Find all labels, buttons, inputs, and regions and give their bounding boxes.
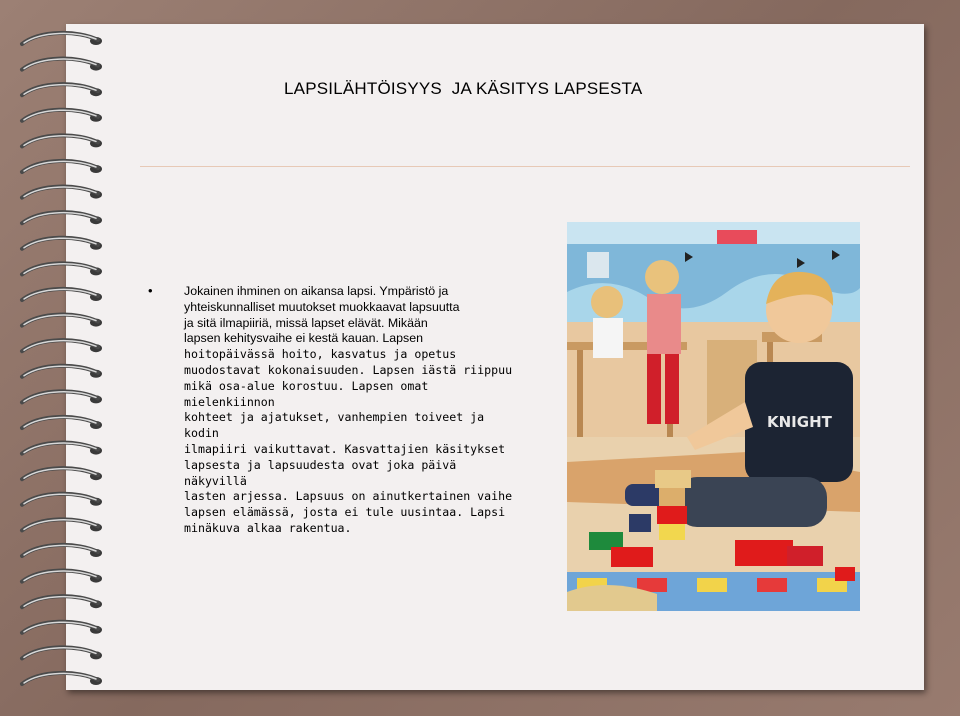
spiral-ring bbox=[22, 263, 102, 275]
spiral-rings bbox=[0, 30, 110, 700]
body-line: lapsesta ja lapsuudesta ovat joka päivä näkyvillä bbox=[184, 457, 457, 488]
spiral-ring bbox=[22, 59, 102, 71]
body-line: kohteet ja ajatukset, vanhempien toiveet ja kodin bbox=[184, 410, 485, 441]
spiral-ring bbox=[22, 391, 102, 403]
title-divider bbox=[140, 166, 910, 167]
body-line: minäkuva alkaa rakentua. bbox=[184, 520, 352, 535]
spiral-ring bbox=[22, 468, 102, 480]
body-line: lapsen elämässä, josta ei tule uusintaa. Lapsi bbox=[184, 505, 506, 520]
spiral-ring bbox=[22, 135, 102, 147]
spiral-ring bbox=[22, 622, 102, 634]
bullet-marker: • bbox=[148, 283, 153, 298]
spiral-ring bbox=[22, 33, 102, 45]
body-line: hoitopäivässä hoito, kasvatus ja opetus bbox=[184, 347, 457, 362]
slide-title: LAPSILÄHTÖISYYS JA KÄSITYS LAPSESTA bbox=[284, 79, 643, 98]
spiral-ring bbox=[22, 366, 102, 378]
spiral-ring bbox=[22, 187, 102, 199]
spiral-ring bbox=[22, 647, 102, 659]
spiral-ring bbox=[22, 443, 102, 455]
body-line: lasten arjessa. Lapsuus on ainutkertainen vaihe bbox=[184, 489, 513, 504]
body-line: Jokainen ihminen on aikansa lapsi. Ympäristö ja bbox=[184, 284, 449, 298]
body-line: ja sitä ilmapiiriä, missä lapset elävät. Mikään bbox=[184, 315, 428, 330]
spiral-ring bbox=[22, 673, 102, 685]
spiral-ring bbox=[22, 289, 102, 301]
spiral-ring bbox=[22, 494, 102, 506]
spiral-ring bbox=[22, 545, 102, 557]
body-line: muodostavat kokonaisuuden. Lapsen iästä riippuu bbox=[184, 362, 513, 377]
spiral-ring bbox=[22, 571, 102, 583]
body-line: mikä osa-alue korostuu. Lapsen omat mielenkiinnon bbox=[184, 378, 429, 409]
spiral-ring bbox=[22, 84, 102, 96]
spiral-ring bbox=[22, 417, 102, 429]
spiral-ring bbox=[22, 110, 102, 122]
spiral-ring bbox=[22, 340, 102, 352]
spiral-ring bbox=[22, 161, 102, 173]
body-paragraph bbox=[184, 284, 524, 537]
spiral-ring bbox=[22, 212, 102, 224]
body-line: yhteiskunnalliset muutokset muokkaavat lapsuutta bbox=[184, 299, 460, 314]
body-line: ilmapiiri vaikuttavat. Kasvattajien käsitykset bbox=[184, 441, 506, 456]
spiral-ring bbox=[22, 238, 102, 250]
spiral-binding bbox=[0, 30, 110, 700]
spiral-ring bbox=[22, 596, 102, 608]
shirt-print-text: KNIGHT bbox=[767, 413, 832, 431]
children-playing-photo bbox=[567, 222, 860, 611]
spiral-ring bbox=[22, 519, 102, 531]
body-line: lapsen kehitysvaihe ei kestä kauan. Lapsen bbox=[184, 331, 424, 346]
spiral-ring bbox=[22, 315, 102, 327]
photo-illustration bbox=[567, 222, 860, 611]
